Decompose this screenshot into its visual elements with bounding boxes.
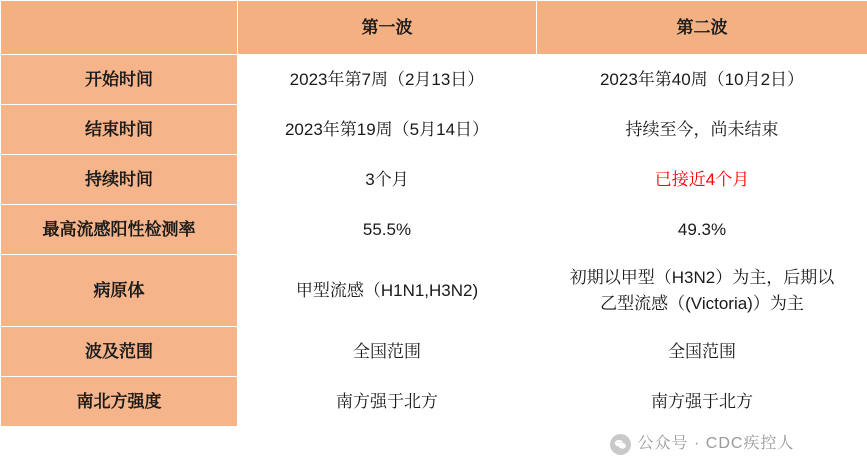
table-footer-row [1,427,867,462]
header-wave-two: 第二波 [537,1,867,55]
wechat-icon [610,434,631,455]
watermark-cell [537,427,867,462]
table-row [1,327,867,377]
row-label-end-time: 结束时间 [1,105,238,155]
header-corner-cell [1,1,238,55]
cell-max-positive-rate-wave-two: 49.3% [537,205,867,255]
cell-start-time-wave-two: 2023年第40周（10月2日） [537,55,867,105]
table-row [1,55,867,105]
cell-affected-scope-wave-one: 全国范围 [238,327,537,377]
header-wave-one: 第一波 [238,1,537,55]
row-label-start-time: 开始时间 [1,55,238,105]
table-row [1,377,867,427]
watermark-text: 公众号 · CDC疾控人 [638,432,795,456]
cell-end-time-wave-two: 持续至今，尚未结束 [537,105,867,155]
table-row [1,105,867,155]
cell-north-south-intensity-wave-one: 南方强于北方 [238,377,537,427]
cell-duration-wave-one: 3个月 [238,155,537,205]
table-header-row [1,1,867,55]
cell-duration-wave-two: 已接近4个月 [537,155,867,205]
cell-max-positive-rate-wave-one: 55.5% [238,205,537,255]
table-row [1,255,867,327]
cell-north-south-intensity-wave-two: 南方强于北方 [537,377,867,427]
footer-blank-label [1,427,238,462]
row-label-affected-scope: 波及范围 [1,327,238,377]
cell-affected-scope-wave-two: 全国范围 [537,327,867,377]
cell-pathogen-wave-two [537,255,867,327]
watermark [545,432,859,456]
row-label-max-positive-rate: 最高流感阳性检测率 [1,205,238,255]
cell-pathogen-wave-two-line1: 初期以甲型（H3N2）为主，后期以 [545,265,859,291]
cell-end-time-wave-one: 2023年第19周（5月14日） [238,105,537,155]
footer-blank-cell [238,427,537,462]
row-label-north-south-intensity: 南北方强度 [1,377,238,427]
table-row [1,205,867,255]
cell-pathogen-wave-one: 甲型流感（H1N1,H3N2) [238,255,537,327]
row-label-duration: 持续时间 [1,155,238,205]
table-row [1,155,867,205]
cell-pathogen-wave-two-line2: 乙型流感（(Victoria)）为主 [545,291,859,317]
row-label-pathogen: 病原体 [1,255,238,327]
cell-start-time-wave-one: 2023年第7周（2月13日） [238,55,537,105]
